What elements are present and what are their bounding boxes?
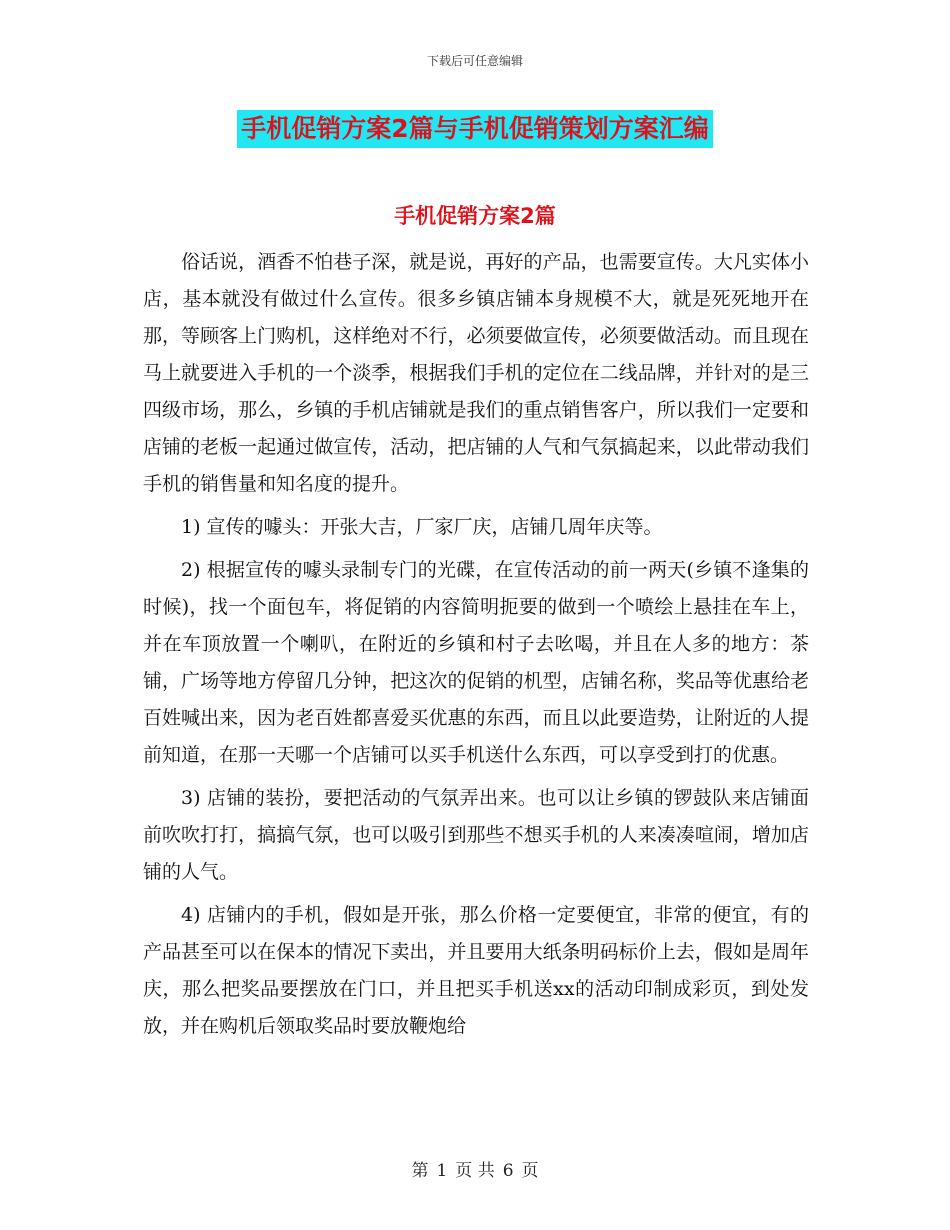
paragraph-item-4: 4) 店铺内的手机，假如是开张，那么价格一定要便宜，非常的便宜，有的产品甚至可以在保本的情况下卖出，并且要用大纸条明码标价上去，假如是周年庆，那么把奖品要摆放在门口，并且把买手机送xx的活动印制成彩页，到处发放，并在购机后领取奖品时要放鞭炮给 (143, 904, 809, 1037)
footer-total-pages: 6 (502, 1161, 514, 1181)
footer-middle: 页 共 (455, 1161, 495, 1181)
paragraph-item-2: 2) 根据宣传的噱头录制专门的光碟，在宣传活动的前一两天(乡镇不逢集的时候)，找一个面包车，将促销的内容简明扼要的做到一个喷绘上悬挂在车上，并在车顶放置一个喇叭，在附近的乡镇和村子去吆喝，并且在人多的地方：茶铺，广场等地方停留几分钟，把这次的促销的机型，店铺名称，奖品等优惠给老百姓喊出来，因为老百姓都喜爱买优惠的东西，而且以此要造势，让附近的人提前知道，在那一天哪一个店铺可以买手机送什么东西，可以享受到打的优惠。 (143, 559, 809, 766)
paragraph-intro: 俗话说，酒香不怕巷子深，就是说，再好的产品，也需要宣传。大凡实体小店，基本就没有做过什么宣传。很多乡镇店铺本身规模不大，就是死死地开在那，等顾客上门购机，这样绝对不行，必须要做宣传，必须要做活动。而且现在马上就要进入手机的一个淡季，根据我们手机的定位在二线品牌，并针对的是三四级市场，那么，乡镇的手机店铺就是我们的重点销售客户，所以我们一定要和店铺的老板一起通过做宣传，活动，把店铺的人气和气氛搞起来，以此带动我们手机的销售量和知名度的提升。 (143, 251, 809, 495)
paragraph-item-1: 1) 宣传的噱头：开张大吉，厂家厂庆，店铺几周年庆等。 (181, 516, 663, 538)
footer-suffix: 页 (521, 1161, 539, 1181)
footer-page-number: 1 (436, 1161, 448, 1181)
page-header: 下载后可任意编辑 (426, 54, 523, 68)
title-wrapper (0, 110, 950, 148)
paragraph-item-3: 3) 店铺的装扮，要把活动的气氛弄出来。也可以让乡镇的锣鼓队来店铺面前吹吹打打，搞搞气氛，也可以吸引到那些不想买手机的人来凑凑喧闹，增加店铺的人气。 (143, 787, 809, 883)
document-body (143, 244, 809, 1045)
page-footer (0, 1156, 950, 1181)
footer-prefix: 第 (411, 1161, 429, 1181)
document-title: 手机促销方案2篇与手机促销策划方案汇编 (237, 110, 712, 148)
section-title: 手机促销方案2篇 (394, 204, 556, 228)
